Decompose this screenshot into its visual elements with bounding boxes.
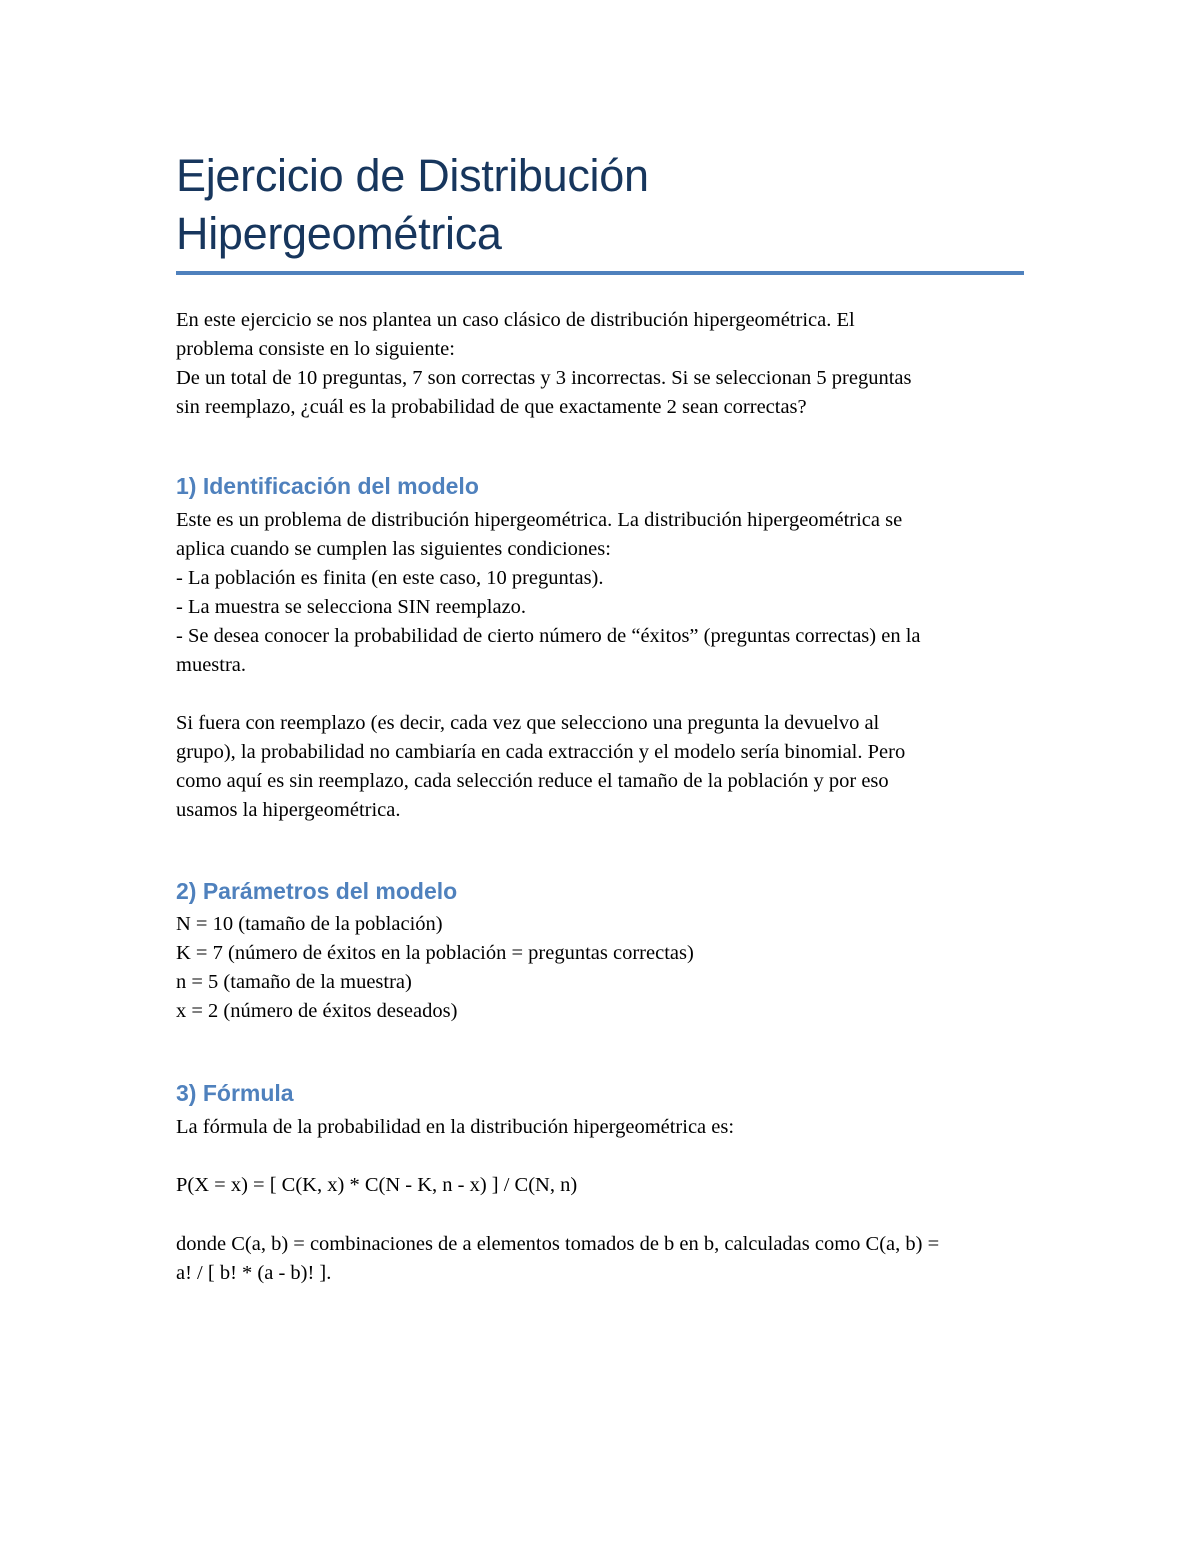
body-line: usamos la hipergeométrica. [176, 799, 401, 821]
parameter-line: K = 7 (número de éxitos en la población = preguntas correctas) [176, 942, 694, 964]
body-line: - Se desea conocer la probabilidad de cierto número de “éxitos” (preguntas correctas) en la [176, 625, 921, 647]
body-line: muestra. [176, 654, 247, 676]
section-1-paragraph-2 [176, 709, 1026, 825]
intro-line: problema consiste en lo siguiente: [176, 338, 455, 360]
title-line-1: Ejercicio de Distribución [176, 150, 649, 201]
title-underline-rule [176, 271, 1024, 275]
title-line-2: Hipergeométrica [176, 208, 502, 259]
formula-note [176, 1230, 1026, 1288]
body-line: como aquí es sin reemplazo, cada selección reduce el tamaño de la población y por eso [176, 770, 889, 792]
section-1-paragraph-1 [176, 506, 1026, 680]
intro-line: sin reemplazo, ¿cuál es la probabilidad de que exactamente 2 sean correctas? [176, 396, 807, 418]
section-3-heading: 3) Fórmula [176, 1080, 294, 1106]
formula-line: P(X = x) = [ C(K, x) * C(N - K, n - x) ] / C(N, n) [176, 1174, 578, 1196]
body-line: a! / [ b! * (a - b)! ]. [176, 1262, 332, 1284]
parameter-line: n = 5 (tamaño de la muestra) [176, 971, 412, 993]
document-title [176, 147, 1026, 263]
body-line: - La muestra se selecciona SIN reemplazo. [176, 596, 527, 618]
intro-line: En este ejercicio se nos plantea un caso clásico de distribución hipergeométrica. El [176, 309, 855, 331]
section-2-heading: 2) Parámetros del modelo [176, 878, 458, 904]
body-line: aplica cuando se cumplen las siguientes condiciones: [176, 538, 611, 560]
body-line: grupo), la probabilidad no cambiaría en cada extracción y el modelo sería binomial. Pero [176, 741, 906, 763]
parameter-line: N = 10 (tamaño de la población) [176, 913, 443, 935]
intro-line: De un total de 10 preguntas, 7 son correctas y 3 incorrectas. Si se seleccionan 5 preguntas [176, 367, 912, 389]
body-line: donde C(a, b) = combinaciones de a elementos tomados de b en b, calculadas como C(a, b) = [176, 1233, 940, 1255]
intro-paragraph [176, 306, 1026, 422]
body-line: La fórmula de la probabilidad en la distribución hipergeométrica es: [176, 1116, 735, 1138]
parameter-line: x = 2 (número de éxitos deseados) [176, 1000, 458, 1022]
body-line: Este es un problema de distribución hipergeométrica. La distribución hipergeométrica se [176, 509, 903, 531]
body-line: - La población es finita (en este caso, 10 preguntas). [176, 567, 604, 589]
section-2-parameters [176, 910, 1026, 1026]
section-1-heading: 1) Identificación del modelo [176, 473, 479, 499]
section-3-intro [176, 1113, 1026, 1142]
formula [176, 1171, 1026, 1200]
body-line: Si fuera con reemplazo (es decir, cada vez que selecciono una pregunta la devuelvo al [176, 712, 880, 734]
